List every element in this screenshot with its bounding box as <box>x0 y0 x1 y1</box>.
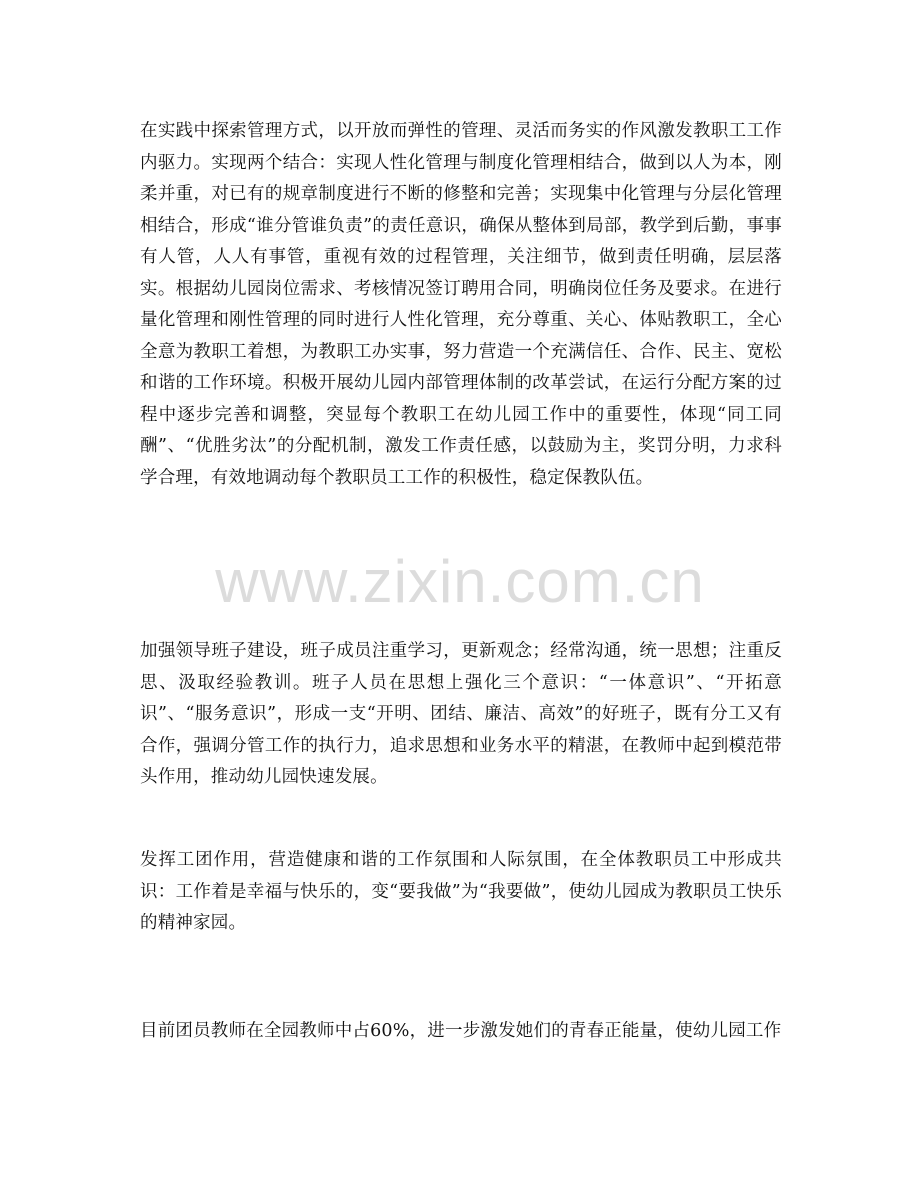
paragraph-management-approach: 在实践中探索管理方式，以开放而弹性的管理、灵活而务实的作风激发教职工工作内驱力。实现两个结合：实现人性化管理与制度化管理相结合，做到以人为本，刚柔并重，对已有的规章制度进行不断的修整和完善；实现集中化管理与分层化管理相结合，形成“谁分管谁负责”的责任意识，确保从整体到局部，教学到后勤，事事有人管，人人有事管，重视有效的过程管理，关注细节，做到责任明确，层层落实。根据幼儿园岗位需求、考核情况签订聘用合同，明确岗位任务及要求。在进行量化管理和刚性管理的同时进行人性化管理，充分尊重、关心、体贴教职工，全心全意为教职工着想，为教职工办实事，努力营造一个充满信任、合作、民主、宽松和谐的工作环境。积极开展幼儿园内部管理体制的改革尝试，在运行分配方案的过程中逐步完善和调整，突显每个教职工在幼儿园工作中的重要性，体现“同工同酬”、“优胜劣汰”的分配机制，激发工作责任感，以鼓励为主，奖罚分明，力求科学合理，有效地调动每个教职员工工作的积极性，稳定保教队伍。 <box>140 121 782 488</box>
paragraph-union-role: 发挥工团作用，营造健康和谐的工作氛围和人际氛围，在全体教职员工中形成共识：工作着是幸福与快乐的，变“要我做”为“我要做”，使幼儿园成为教职员工快乐的精神家园。 <box>140 850 782 933</box>
paragraph-leadership-team: 加强领导班子建设，班子成员注重学习，更新观念；经常沟通，统一思想；注重反思、汲取经验教训。班子人员在思想上强化三个意识：“一体意识”、“开拓意识”、“服务意识”，形成一支“开明、团结、廉洁、高效”的好班子，既有分工又有合作，强调分管工作的执行力，追求思想和业务水平的精湛，在教师中起到模范带头作用，推动幼儿园快速发展。 <box>140 641 782 787</box>
site-watermark: www.zixin.com.cn <box>215 548 705 615</box>
paragraph-youth-teachers: 目前团员教师在全园教师中占60%，进一步激发她们的青春正能量，使幼儿园工作 <box>140 1021 782 1041</box>
